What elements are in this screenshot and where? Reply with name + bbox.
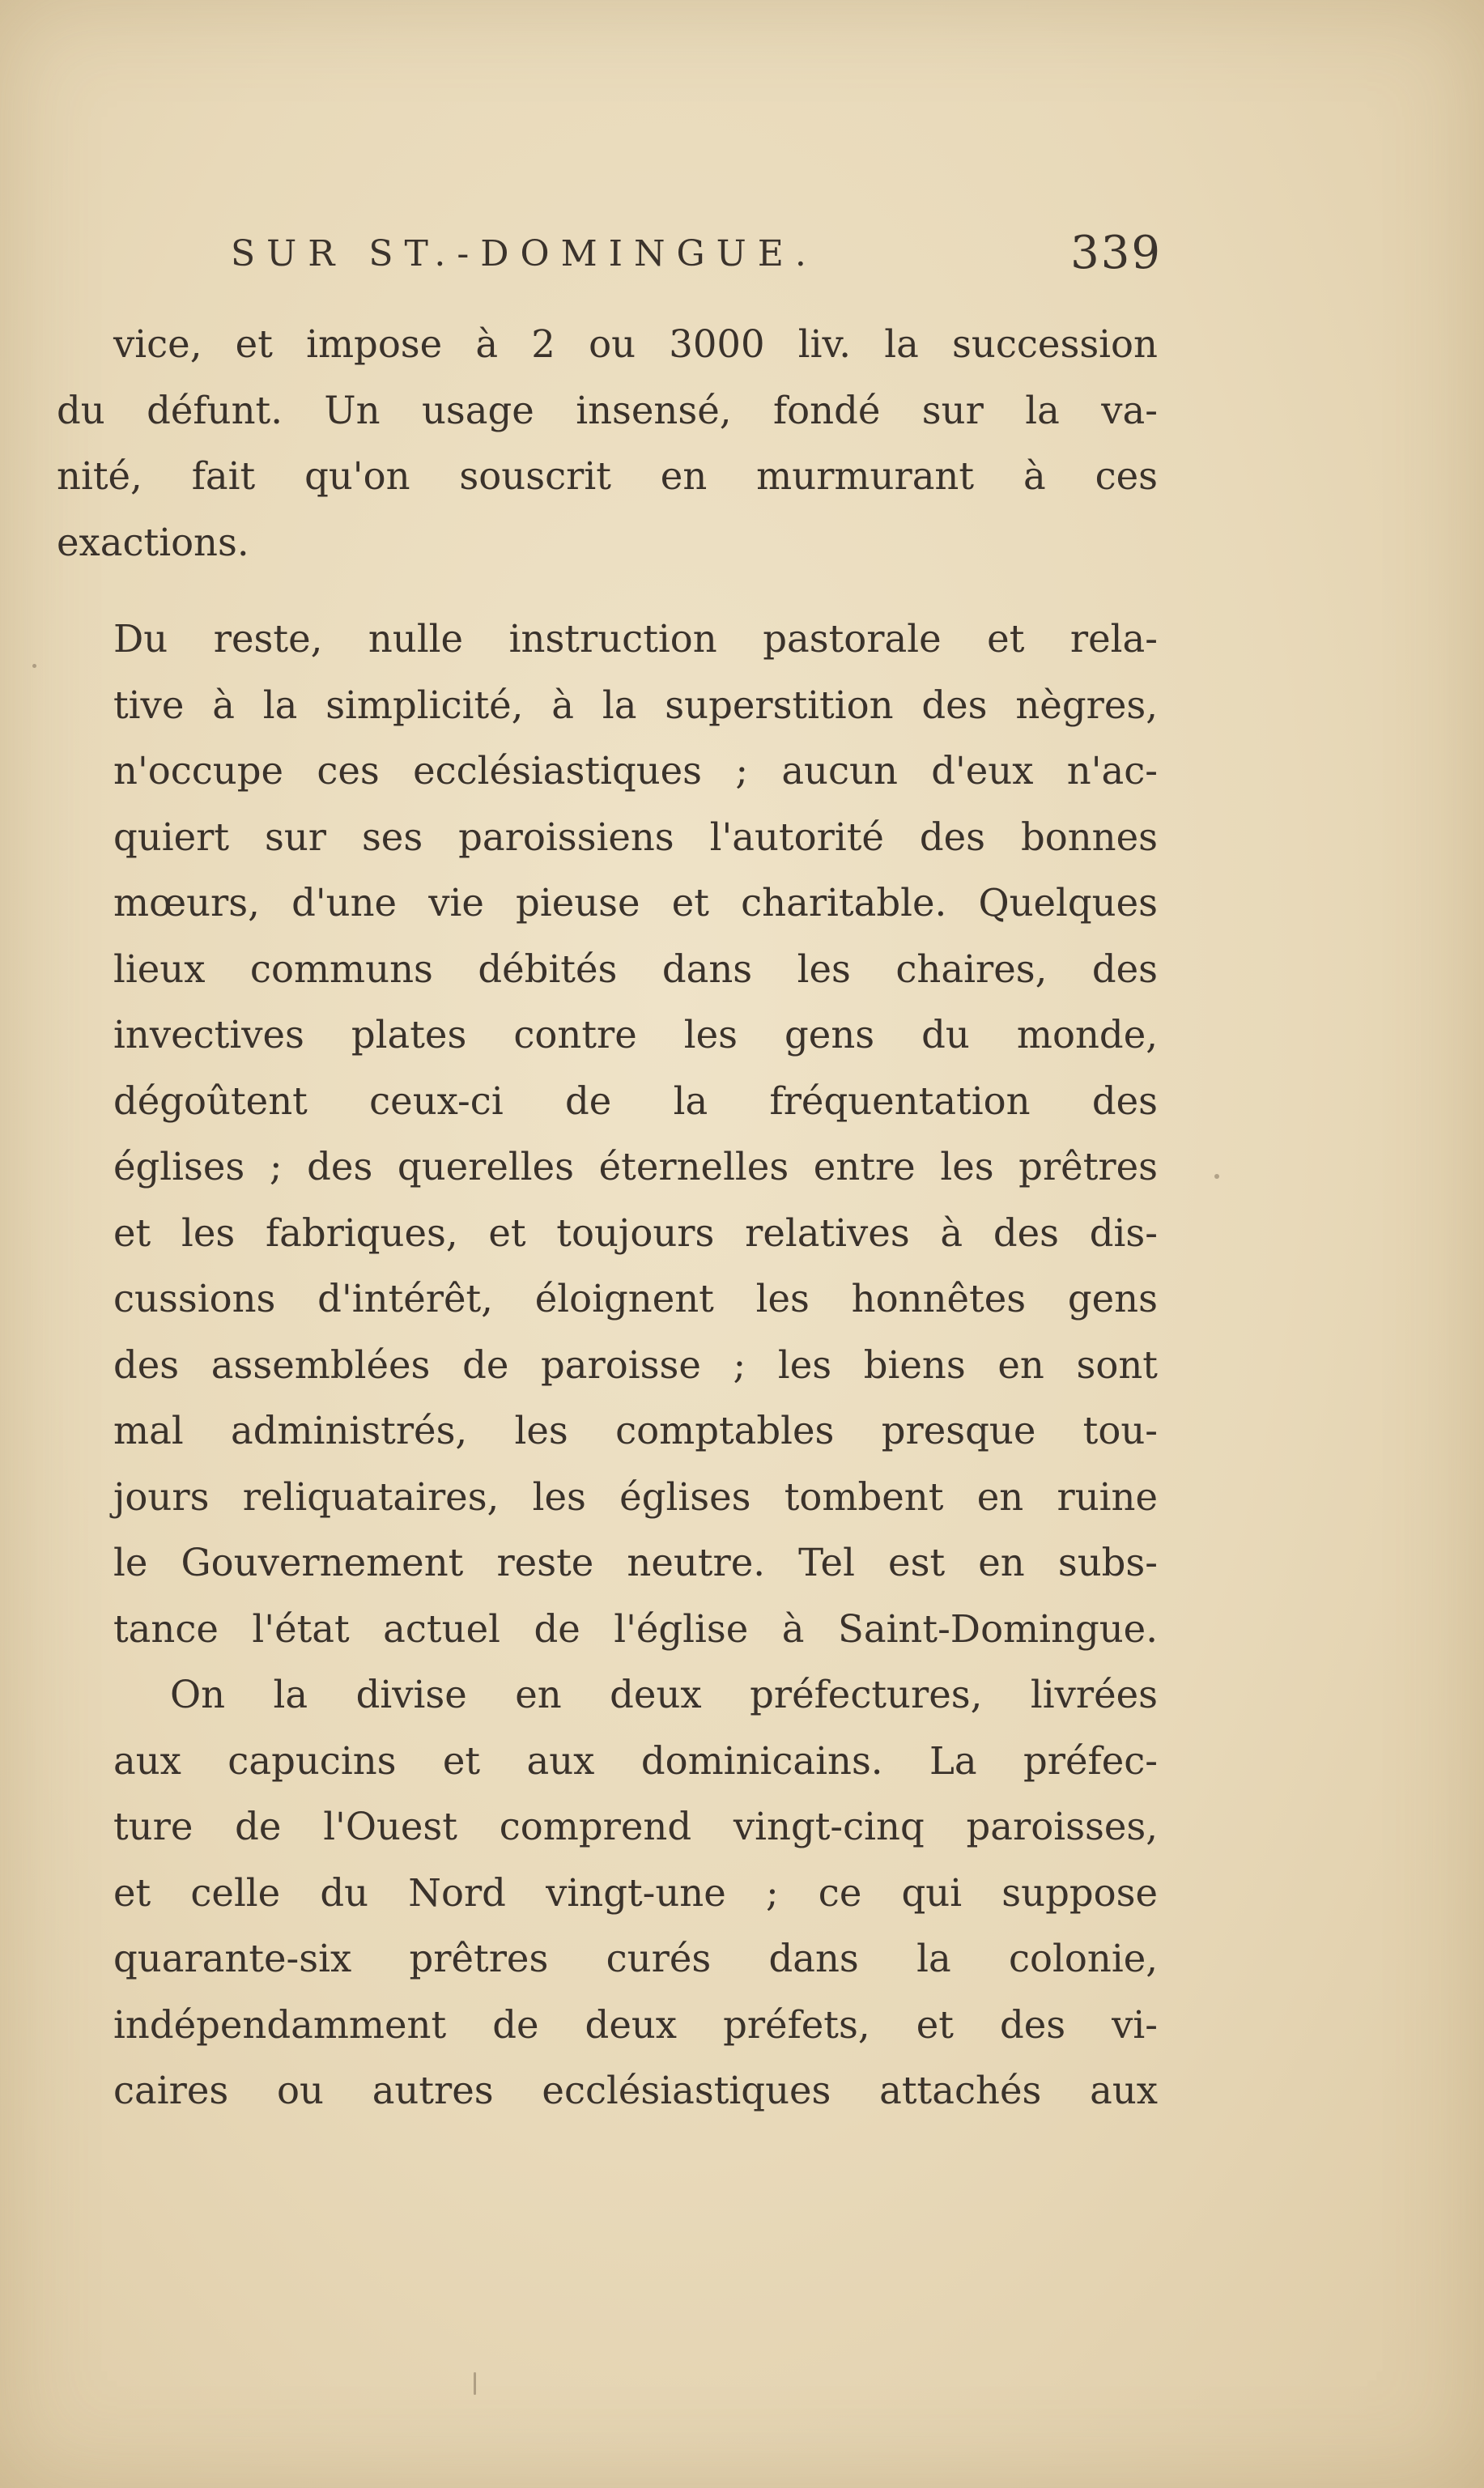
text-line: caires ou autres ecclésiastiques attachés aux	[113, 2069, 1158, 2112]
text-line: Du reste, nulle instruction pastorale et rela-	[113, 617, 1158, 661]
text-line: lieux communs débités dans les chaires, des	[113, 946, 1158, 991]
text-line: mœurs, d'une vie pieuse et charitable. Quelques	[113, 881, 1158, 925]
text-line: mal administrés, les comptables presque tou-	[113, 1409, 1158, 1452]
text-line: et les fabriques, et toujours relatives à des dis-	[113, 1210, 1158, 1255]
text-line: nité, fait qu'on souscrit en murmurant à ces	[57, 454, 1158, 498]
text-line: ture de l'Ouest comprend vingt-cinq paroisses,	[113, 1805, 1158, 1848]
text-line: invectives plates contre les gens du monde,	[113, 1013, 1158, 1057]
text-line: dégoûtent ceux-ci de la fréquentation des	[113, 1078, 1158, 1123]
text-line: aux capucins et aux dominicains. La préfec-	[113, 1738, 1158, 1783]
text-line: tive à la simplicité, à la superstition des nègres,	[113, 683, 1158, 727]
text-line: vice, et impose à 2 ou 3000 liv. la succession	[113, 322, 1158, 366]
body-text	[57, 312, 1158, 2124]
text-line: exactions.	[57, 520, 249, 564]
running-head: SUR ST.-DOMINGUE.	[231, 233, 818, 274]
page-number: 339	[1070, 227, 1162, 279]
paper-speck	[32, 664, 36, 668]
text-line: cussions d'intérêt, éloignent les honnêtes gens	[113, 1277, 1158, 1321]
text-line: le Gouvernement reste neutre. Tel est en subs-	[113, 1541, 1158, 1584]
text-line: des assemblées de paroisse ; les biens en sont	[113, 1342, 1158, 1387]
text-line: églises ; des querelles éternelles entre les prêtres	[113, 1145, 1158, 1189]
text-line: indépendamment de deux préfets, et des vi-	[113, 2002, 1158, 2047]
page-header	[231, 227, 1162, 291]
text-line: du défunt. Un usage insensé, fondé sur la va-	[57, 388, 1158, 432]
text-line: tance l'état actuel de l'église à Saint-Domingue.	[113, 1606, 1158, 1651]
paper-speck	[474, 2372, 476, 2395]
text-line: quiert sur ses paroissiens l'autorité des bonnes	[113, 814, 1158, 859]
text-line: jours reliquataires, les églises tombent en ruine	[113, 1474, 1158, 1519]
text-line: n'occupe ces ecclésiastiques ; aucun d'eux n'ac-	[113, 749, 1158, 793]
text-line: et celle du Nord vingt-une ; ce qui suppose	[113, 1870, 1158, 1915]
text-line: quarante-six prêtres curés dans la colonie,	[113, 1937, 1158, 1980]
text-line: On la divise en deux préfectures, livrées	[170, 1673, 1158, 1716]
paper-speck	[1214, 1174, 1219, 1179]
